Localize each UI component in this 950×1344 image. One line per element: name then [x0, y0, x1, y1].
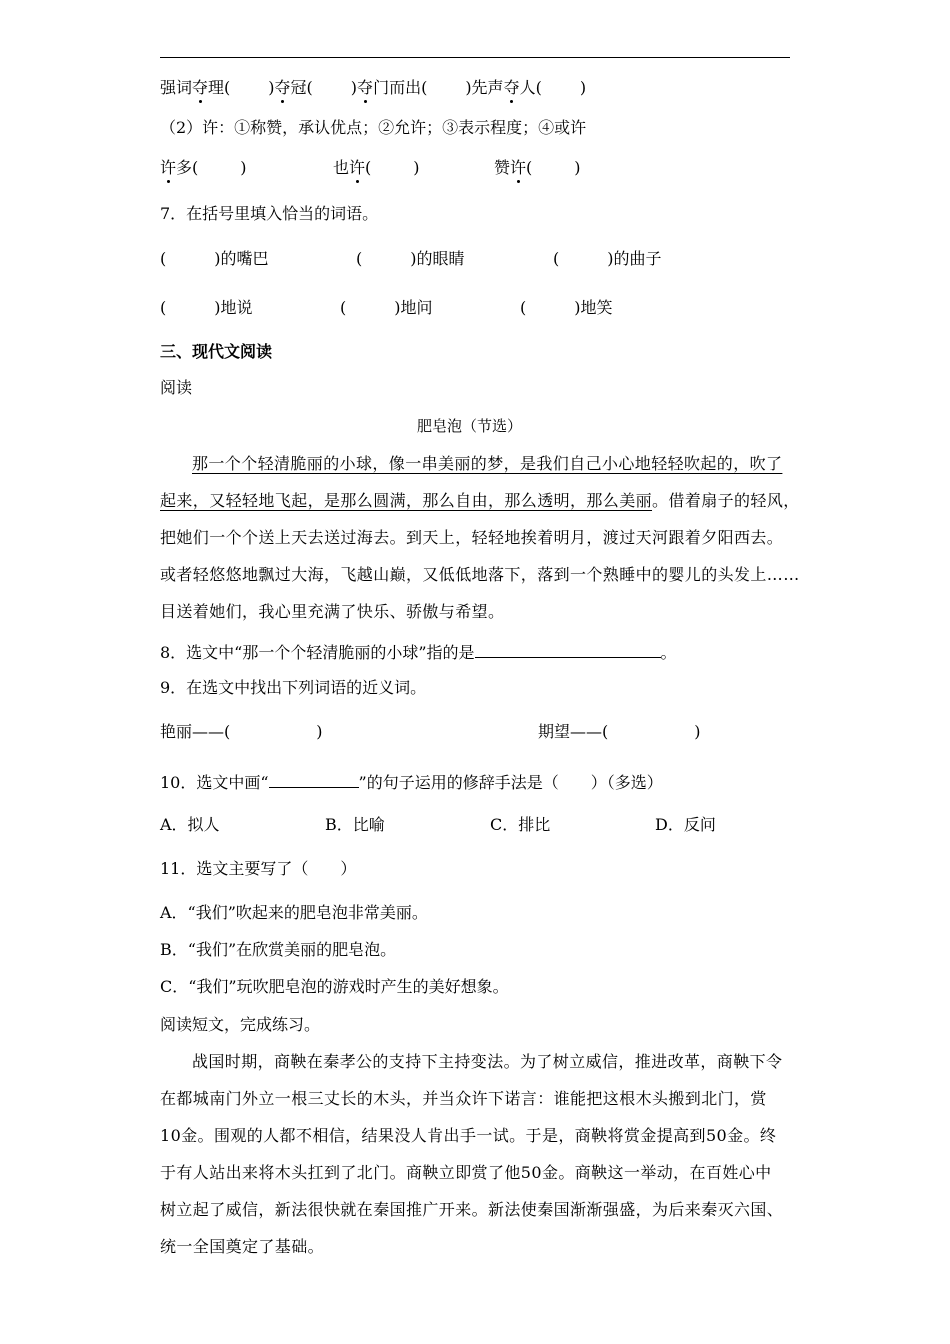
q7-blank-3: ( )的曲子 — [553, 249, 662, 268]
passage-line: 或者轻悠悠地飘过大海，飞越山巅，又低低地落下，落到一个熟睡中的婴儿的头发上…… — [160, 565, 800, 584]
emphasis-dot-char: 夺 — [274, 78, 291, 97]
emphasis-dot-char: 许 — [510, 158, 527, 177]
underlined-sentence: 起来，又轻轻地飞起，是那么圆满，那么自由，那么透明，那么美丽 — [160, 491, 653, 510]
q8-line: 8．选文中“那一个个轻清脆丽的小球”指的是 。 — [160, 643, 677, 662]
passage2-line: 战国时期，商鞅在秦孝公的支持下主持变法。为了树立威信，推进改革，商鞅下令 — [192, 1052, 783, 1071]
emphasis-dot-char: 夺 — [503, 78, 520, 97]
q11-stem: 11．选文主要写了（ ） — [160, 859, 357, 878]
q10-option-a[interactable]: A．拟人 — [160, 815, 220, 834]
q6-item2-stem: （2）许：①称赞，承认优点；②允许；③表示程度；④或许 — [160, 118, 587, 137]
q10-option-b[interactable]: B．比喻 — [325, 815, 385, 834]
passage2-line: 统一全国奠定了基础。 — [160, 1237, 325, 1256]
q7-blank-6: ( )地笑 — [520, 298, 613, 317]
q11-option-c[interactable]: C．“我们”玩吹肥皂泡的游戏时产生的美好想象。 — [160, 977, 509, 996]
answer-blank[interactable] — [475, 641, 661, 658]
q10-stem: 10．选文中画“ ”的句子运用的修辞手法是（ ）（多选） — [160, 773, 663, 792]
passage2-line: 在都城南门外立一根三丈长的木头，并当众许下诺言：谁能把这根木头搬到北门，赏 — [160, 1089, 767, 1108]
header-rule — [160, 57, 790, 58]
q11-option-b[interactable]: B．“我们”在欣赏美丽的肥皂泡。 — [160, 940, 397, 959]
q6-duo-line: 强词夺理( )夺冠( )夺门而出( )先声夺人( ) — [160, 78, 587, 97]
passage-title: 肥皂泡（节选） — [417, 417, 523, 435]
passage2-line: 10金。围观的人都不相信，结果没人肯出手一试。于是，商鞅将赏金提高到50金。终 — [160, 1126, 777, 1145]
passage2-line: 于有人站出来将木头扛到了北门。商鞅立即赏了他50金。商鞅这一举动，在百姓心中 — [160, 1163, 772, 1182]
passage-line — [192, 454, 782, 474]
q9-item-a: 艳丽——( ) — [160, 722, 323, 741]
q7-stem: 7．在括号里填入恰当的词语。 — [160, 204, 379, 223]
q6-xu-item-1: 许多( ) — [160, 158, 247, 177]
passage-line: 把她们一个个送上天去送过海去。到天上，轻轻地挨着明月，渡过天河跟着夕阳西去。 — [160, 528, 784, 547]
passage2-line: 树立起了威信，新法很快就在秦国推广开来。新法使秦国渐渐强盛，为后来秦灭六国、 — [160, 1200, 784, 1219]
q9-stem: 9．在选文中找出下列词语的近义词。 — [160, 678, 427, 697]
q7-blank-5: ( )地问 — [340, 298, 433, 317]
emphasis-dot-char: 夺 — [357, 78, 374, 97]
q7-blank-2: ( )的眼睛 — [356, 249, 465, 268]
section-title: 三、现代文阅读 — [160, 342, 273, 361]
q7-blank-1: ( )的嘴巴 — [160, 249, 269, 268]
passage-line: 起来，又轻轻地飞起，是那么圆满，那么自由，那么透明，那么美丽。借着扇子的轻风， — [160, 491, 800, 510]
read-label: 阅读 — [160, 378, 193, 397]
q6-xu-item-2: 也许( ) — [333, 158, 420, 177]
q10-option-d[interactable]: D．反问 — [655, 815, 716, 834]
q11-option-a[interactable]: A．“我们”吹起来的肥皂泡非常美丽。 — [160, 903, 428, 922]
q10-option-c[interactable]: C．排比 — [490, 815, 551, 834]
emphasis-dot-char: 夺 — [192, 78, 209, 97]
passage2-intro: 阅读短文，完成练习。 — [160, 1015, 321, 1034]
emphasis-dot-char: 许 — [160, 158, 177, 177]
q9-item-b: 期望——( ) — [538, 722, 701, 741]
q7-blank-4: ( )地说 — [160, 298, 253, 317]
q6-xu-item-3: 赞许( ) — [494, 158, 581, 177]
underlined-sentence: 那一个个轻清脆丽的小球，像一串美丽的梦，是我们自己小心地轻轻吹起的，吹了 — [192, 454, 783, 473]
underline-sample — [269, 771, 359, 788]
passage-line: 目送着她们，我心里充满了快乐、骄傲与希望。 — [160, 602, 505, 621]
emphasis-dot-char: 许 — [349, 158, 366, 177]
